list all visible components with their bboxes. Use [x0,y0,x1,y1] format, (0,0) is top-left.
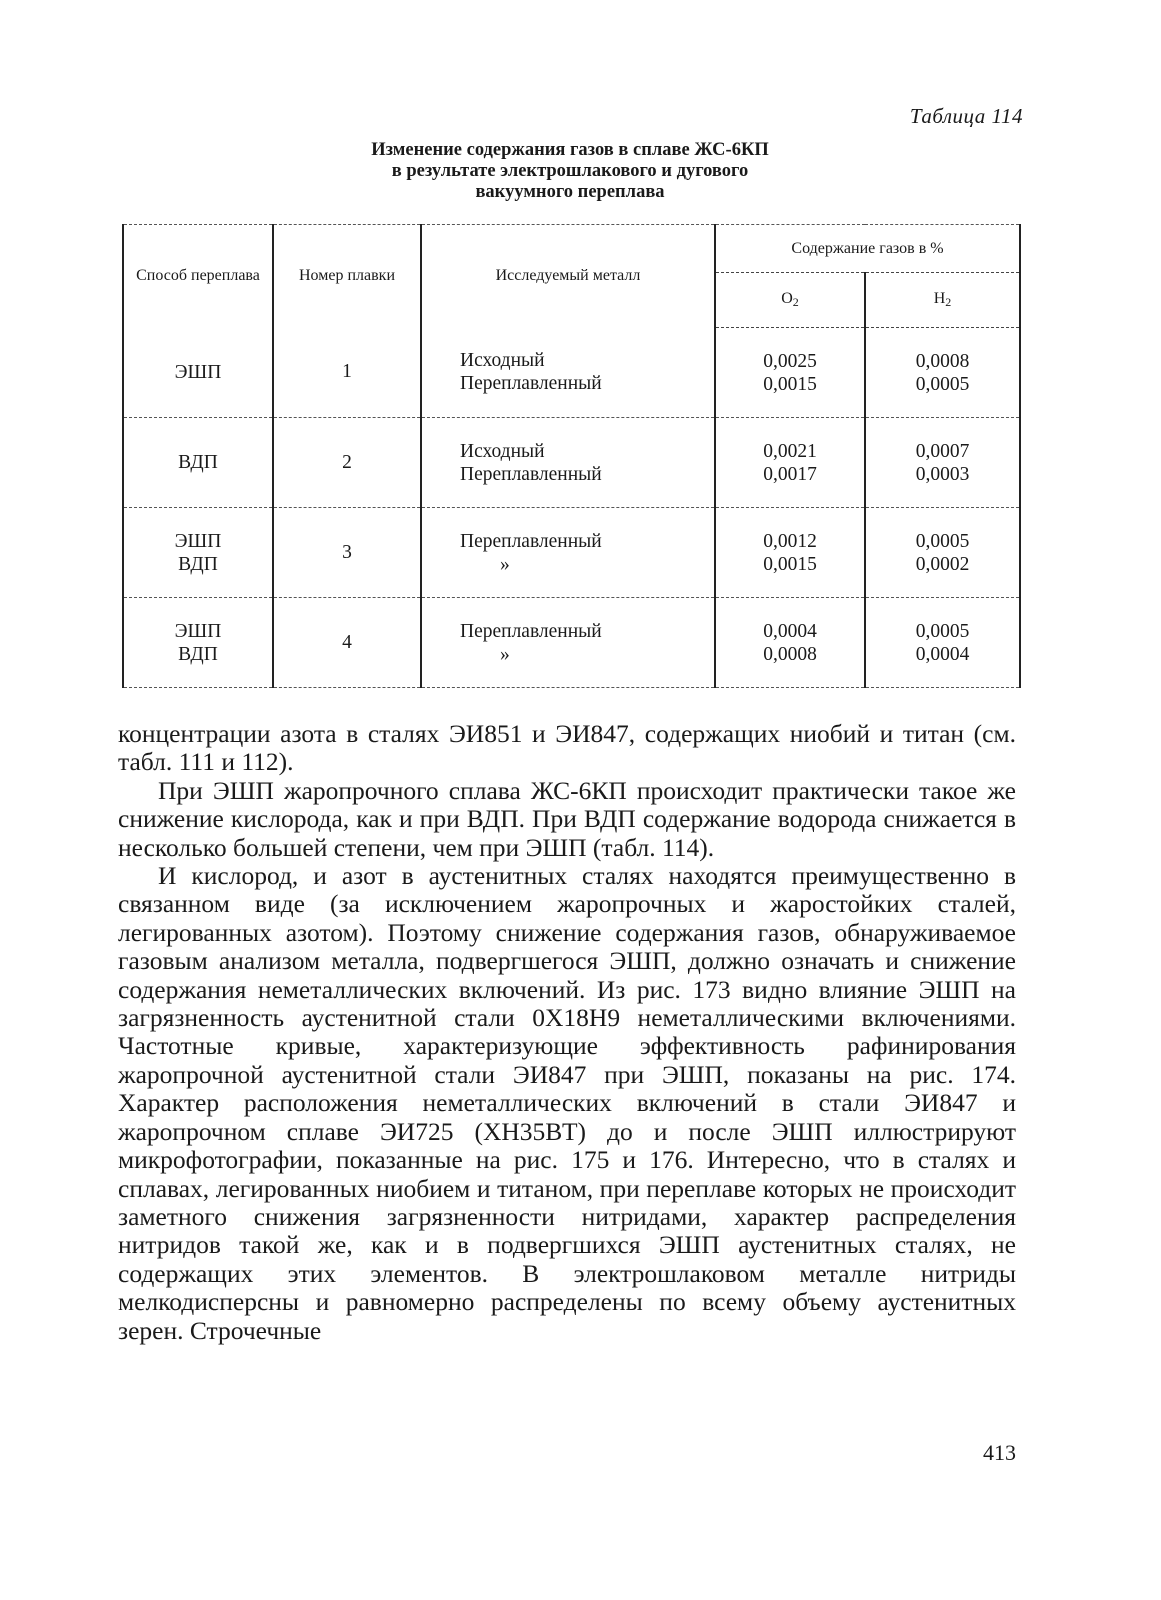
table-row [123,418,1020,508]
table-caption [170,140,970,203]
body-text [118,720,1016,1345]
metal-cell: Переплавленный » [421,598,715,688]
o2-cell: 0,0021 0,0017 [715,418,865,508]
method-cell: ЭШП [123,328,273,418]
header-metal: Исследуемый металл [421,225,715,328]
method-cell: ВДП [123,418,273,508]
h2-cell: 0,0005 0,0004 [865,598,1020,688]
o2-cell: 0,0012 0,0015 [715,508,865,598]
paragraph: При ЭШП жаропрочного сплава ЖС-6КП происходит практически такое же снижение кислорода, как и при ВДП. При ВДП содержание водорода снижается в несколько большей степени, чем при ЭШП (табл. 114). [118,775,1016,862]
gas-content-table [122,224,1021,688]
caption-line: Изменение содержания газов в сплаве ЖС-6КП [371,140,769,160]
header-o2 [715,273,865,328]
paragraph: И кислород, и азот в аустенитных сталях находятся преимущественно в связанном виде (за исключением жаропрочных и жаростойких сталей, легированных азотом). Поэтому снижение содержания газов, обнаруживаемое газовым анализом металла, подвергшегося ЭШП, должно означать и снижение содержания неметаллических включений. Из рис. 173 видно влияние ЭШП на загрязненность аустенитной стали 0Х18Н9 неметаллическими включениями. Частотные кривые, характеризующие эффективность рафинирования жаропрочной аустенитной стали ЭИ847 при ЭШП, показаны на рис. 174. Характер расположения неметаллических включений в стали ЭИ847 и жаропрочном сплаве ЭИ725 (ХН35ВТ) до и после ЭШП иллюстрируют микрофотографии, показанные на рис. 175 и 176. Интересно, что в сталях и сплавах, легированных ниобием и титаном, при переплаве которых не происходит заметного снижения загрязненности нитридами, характер распределения нитридов такой же, как и в подвергшихся ЭШП аустенитных сталях, не содержащих этих элементов. В электрошлаковом металле нитриды мелкодисперсны и равномерно распределены по всему объему аустенитных зерен. Строчечные [118,861,1016,1345]
page-number: 413 [983,1440,1016,1465]
h2-cell: 0,0008 0,0005 [865,328,1020,418]
table-row [123,328,1020,418]
header-h2-symbol: H [933,289,946,307]
table-row [123,508,1020,598]
header-method: Способ переплава [123,225,273,328]
method-cell: ЭШП ВДП [123,598,273,688]
caption-line: вакуумного переплава [475,182,665,202]
header-heat-number: Номер плавки [273,225,421,328]
metal-cell: Исходный Переплавленный [421,328,715,418]
o2-cell: 0,0004 0,0008 [715,598,865,688]
o2-cell: 0,0025 0,0015 [715,328,865,418]
heat-cell: 4 [273,598,421,688]
metal-cell: Исходный Переплавленный [421,418,715,508]
header-o2-symbol: O [781,289,793,307]
header-h2-subscript: 2 [945,294,952,309]
heat-cell: 3 [273,508,421,598]
method-cell: ЭШП ВДП [123,508,273,598]
table-row [123,598,1020,688]
header-o2-subscript: 2 [792,294,799,309]
paragraph: концентрации азота в сталях ЭИ851 и ЭИ847, содержащих ниобий и титан (см. табл. 111 и 112). [118,719,1016,777]
h2-cell: 0,0005 0,0002 [865,508,1020,598]
heat-cell: 2 [273,418,421,508]
table-number-label: Таблица 114 [909,104,1023,128]
metal-cell: Переплавленный » [421,508,715,598]
header-gas-content: Содержание газов в % [715,225,1020,273]
caption-line: в результате электрошлакового и дугового [391,161,749,181]
h2-cell: 0,0007 0,0003 [865,418,1020,508]
header-h2 [865,273,1020,328]
heat-cell: 1 [273,328,421,418]
